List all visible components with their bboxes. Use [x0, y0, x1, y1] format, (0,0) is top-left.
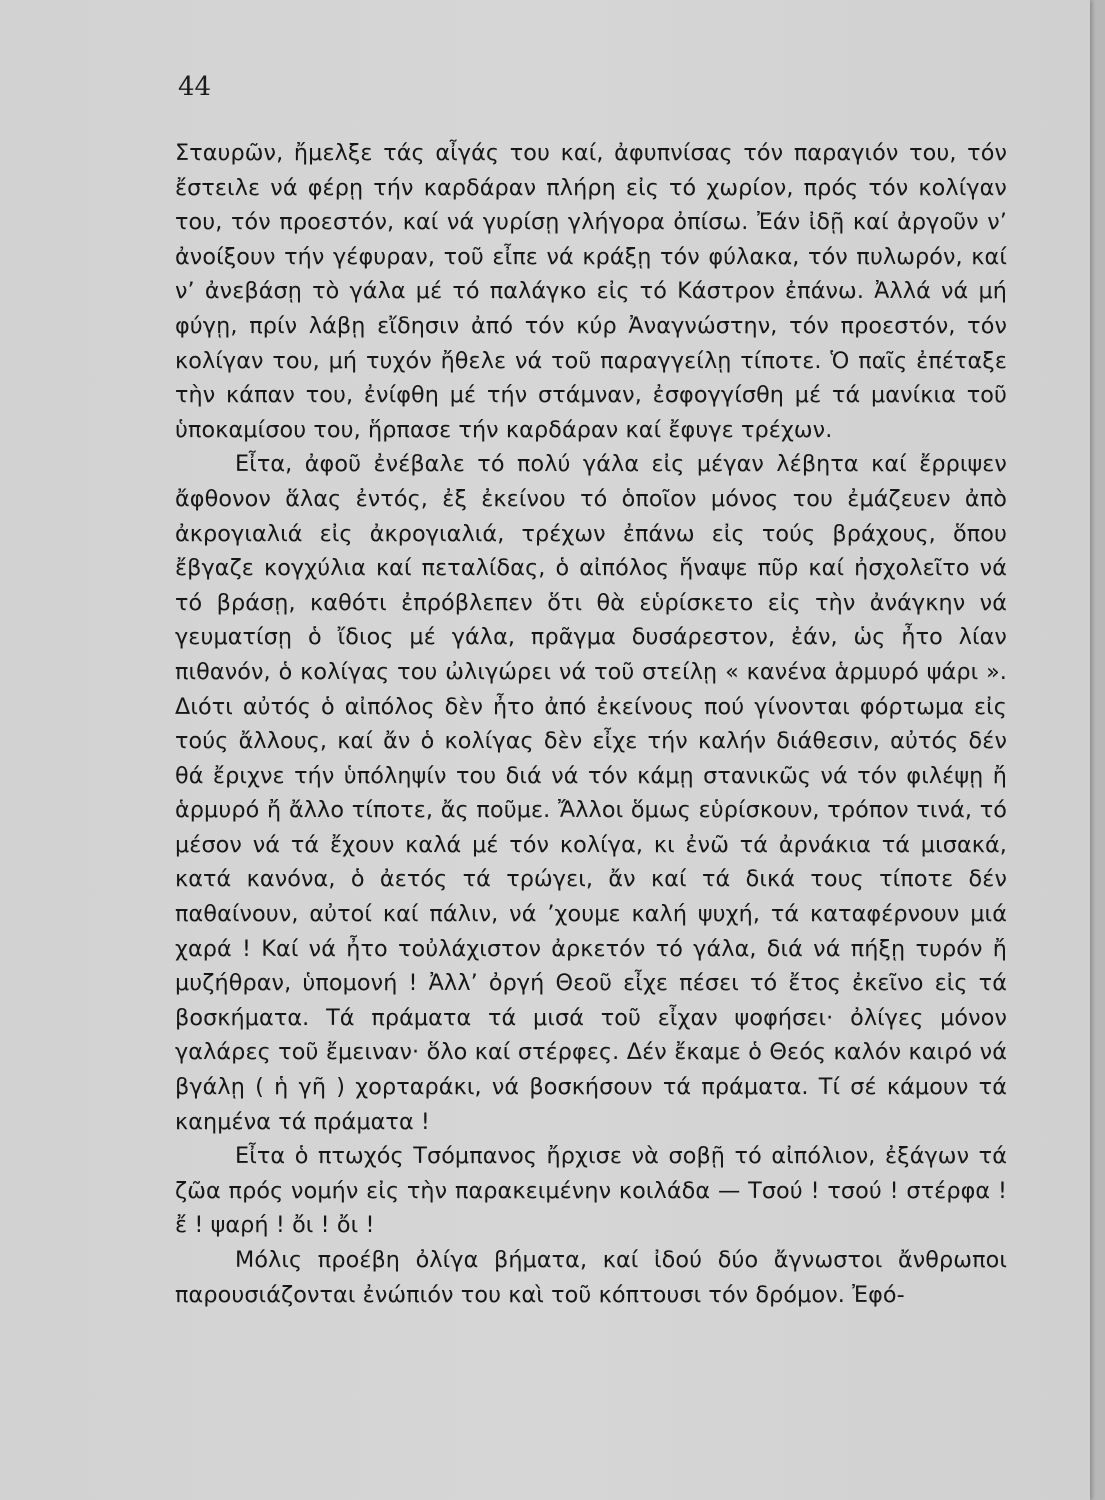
paragraph: Σταυρῶν, ἤμελξε τάς αἶγάς του καί, ἀφυπνίσας τόν παραγιόν του, τόν ἔστειλε νά φέρῃ τήν καρδάραν πλήρη εἰς τό χωρίον, πρός τόν κολίγαν του, τόν προεστόν, καί νά γυρίσῃ γλήγορα ὀπίσω. Ἐάν ἰδῇ καί ἀργοῦν ν’ ἀνοίξουν τήν γέφυραν, τοῦ εἶπε νά κράξῃ τόν φύλακα, τόν πυλωρόν, καί ν’ ἀνεβάσῃ τὸ γάλα μέ τό παλάγκο εἰς τό Κάστρον ἐπάνω. Ἀλλά νά μή φύγῃ, πρίν λάβῃ εἴδησιν ἀπό τόν κύρ Ἀναγνώστην, τόν προεστόν, τόν κολίγαν του, μή τυχόν ἤθελε νά τοῦ παραγγείλῃ τίποτε. Ὁ παῖς ἐπέταξε τὴν κάπαν του, ἐνίφθη μέ τήν στάμναν, ἐσφογγίσθη μέ τά μανίκια τοῦ ὑποκαμίσου του, ἥρπασε τήν καρδάραν καί ἔφυγε τρέχων. [175, 140, 1007, 443]
body-text [175, 136, 1007, 1312]
paragraph: Μόλις προέβη ὀλίγα βήματα, καί ἰδού δύο ἄγνωστοι ἄνθρωποι παρουσιάζονται ἐνώπιόν του καὶ τοῦ κόπτουσι τόν δρόμον. Ἐφό- [175, 1247, 1007, 1308]
paragraph: Εἶτα, ἀφοῦ ἐνέβαλε τό πολύ γάλα εἰς μέγαν λέβητα καί ἔρριψεν ἄφθονον ἅλας ἐντός, ἐξ ἐκείνου τό ὁποῖον μόνος του ἐμάζευεν ἀπὸ ἀκρογιαλιά εἰς ἀκρογιαλιά, τρέχων ἐπάνω εἰς τούς βράχους, ὅπου ἔβγαζε κογχύλια καί πεταλίδας, ὁ αἰπόλος ἥναψε πῦρ καί ἠσχολεῖτο νά τό βράσῃ, καθότι ἐπρόβλεπεν ὅτι θὰ εὑρίσκετο εἰς τὴν ἀνάγκην νά γευματίσῃ ὁ ἴδιος μέ γάλα, πρᾶγμα δυσάρεστον, ἐάν, ὡς ἦτο λίαν πιθανόν, ὁ κολίγας του ὠλιγώρει νά τοῦ στείλῃ « κανένα ἁρμυρό ψάρι ». Διότι αὐτός ὁ αἰπόλος δὲν ἦτο ἀπό ἐκείνους πού γίνονται φόρτωμα εἰς τούς ἄλλους, καί ἄν ὁ κολίγας δὲν εἶχε τήν καλήν διάθεσιν, αὐτός δέν θά ἔριχνε τήν ὑπόληψίν του διά νά τόν κάμῃ στανικῶς νά τόν φιλέψῃ ἤ ἁρμυρό ἤ ἄλλο τίποτε, ἄς ποῦμε. Ἄλλοι ὅμως εὑρίσκουν, τρόπον τινά, τό μέσον νά τά ἔχουν καλά μέ τόν κολίγα, κι ἐνῶ τά ἀρνάκια τά μισακά, κατά κανόνα, ὁ ἀετός τά τρώγει, ἄν καί τά δικά τους τίποτε δέν παθαίνουν, αὐτοί καί πάλιν, νά ’χουμε καλή ψυχή, τά καταφέρνουν μιά χαρά ! Καί νά ἦτο τοὐλάχιστον ἀρκετόν τό γάλα, διά νά πήξῃ τυρόν ἤ μυζήθραν, ὑπομονή ! Ἀλλ’ ὀργή Θεοῦ εἶχε πέσει τό ἔτος ἐκεῖνο εἰς τά βοσκήματα. Τά πράματα τά μισά τοῦ εἶχαν ψοφήσει· ὀλίγες μόνον γαλάρες τοῦ ἔμειναν· ὅλο καί στέρφες. Δέν ἔκαμε ὁ Θεός καλόν καιρό νά βγάλῃ ( ἡ γῆ ) χορταράκι, νά βοσκήσουν τά πράματα. Τί σέ κάμουν τά καημένα τά πράματα ! [175, 451, 1007, 1135]
paragraph: Εἶτα ὁ πτωχός Τσόμπανος ἤρχισε νὰ σοβῇ τό αἰπόλιον, ἐξάγων τά ζῶα πρός νομήν εἰς τὴν παρακειμένην κοιλάδα — Τσού ! τσού ! στέρφα ! ἔ ! ψαρή ! ὄι ! ὄι ! [175, 1143, 1007, 1239]
page-number: 44 [178, 72, 212, 102]
